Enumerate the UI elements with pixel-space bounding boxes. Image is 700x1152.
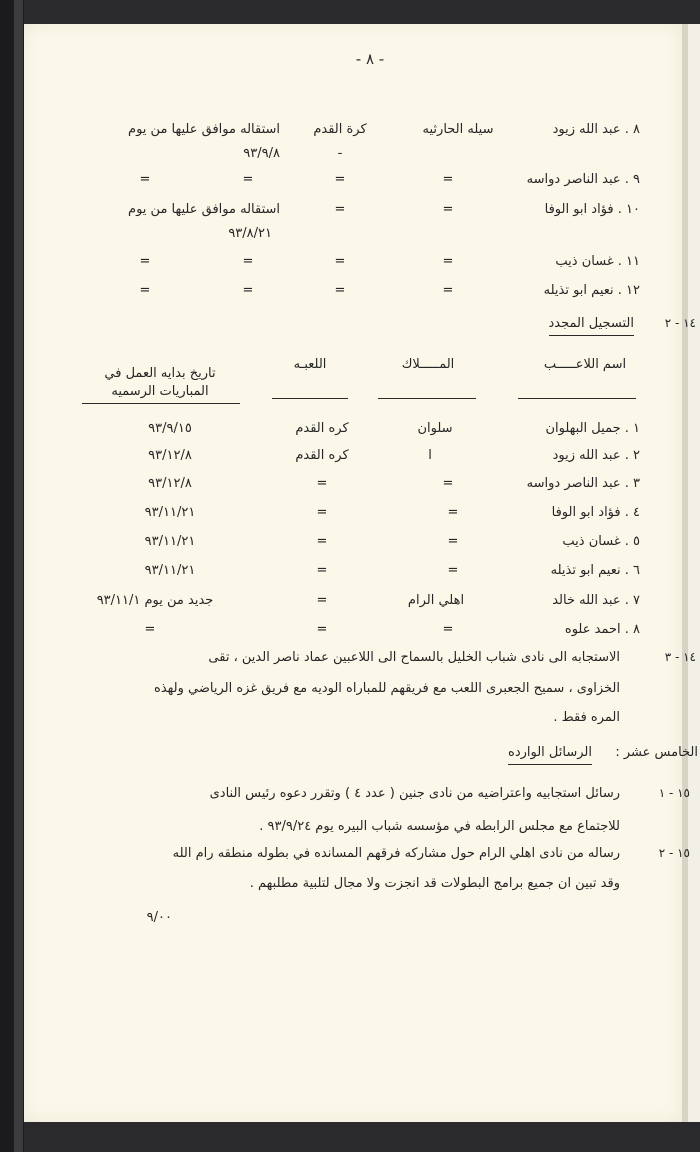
table-row-club: = bbox=[442, 476, 454, 491]
section-label: الخامس عشر : bbox=[615, 745, 698, 760]
list-item-note: استقاله موافق عليها من يوم bbox=[128, 122, 280, 137]
list-item-sport: كرة القدم bbox=[313, 122, 367, 137]
list-item-location: = bbox=[442, 202, 454, 217]
list-item-note-date: ٩٣/٨/٢١ bbox=[228, 226, 272, 241]
paragraph-line: الخزاوى ، سميح الجعبرى اللعب مع فريقهم للمباراه الوديه مع فريق غزه الرياضي ولهذه bbox=[154, 681, 620, 696]
table-row-sport: = bbox=[316, 622, 328, 637]
table-row-date: ٩٣/٩/١٥ bbox=[148, 421, 192, 436]
list-item-name: ٨ . عبد الله زيود bbox=[552, 122, 640, 137]
list-item-extra: = bbox=[139, 283, 151, 298]
table-row-date: = bbox=[144, 622, 156, 637]
header-underline bbox=[378, 398, 476, 399]
table-row-name: ٣ . عبد الناصر دواسه bbox=[526, 476, 640, 491]
table-row-date: ٩٣/١١/٢١ bbox=[144, 505, 196, 520]
header-date-line2: المباريات الرسميه bbox=[111, 384, 209, 399]
table-row-club: = bbox=[442, 622, 454, 637]
list-item-extra: = bbox=[139, 254, 151, 269]
table-row-name: ٨ . احمد علوه bbox=[564, 622, 640, 637]
page-number: - ٨ - bbox=[355, 50, 385, 68]
table-row-date: ٩٣/١١/٢١ bbox=[144, 563, 196, 578]
list-item-location: = bbox=[442, 254, 454, 269]
next-page-edge-highlight bbox=[688, 24, 700, 1122]
table-row-sport: كره القدم bbox=[295, 421, 349, 436]
table-row-sport: = bbox=[316, 476, 328, 491]
table-row-name: ٤ . فؤاد ابو الوفا bbox=[551, 505, 640, 520]
table-row-club: = bbox=[447, 505, 459, 520]
table-row-sport: = bbox=[316, 563, 328, 578]
list-item-name: ٩ . عبد الناصر دواسه bbox=[526, 172, 640, 187]
list-item-location: سيله الحارثيه bbox=[422, 122, 494, 137]
section-number: ١٤ - ٢ bbox=[664, 316, 696, 330]
scan-background bbox=[24, 1122, 700, 1152]
table-row-club: = bbox=[447, 534, 459, 549]
list-item-location: = bbox=[442, 172, 454, 187]
header-club: المـــــلاك bbox=[401, 357, 455, 372]
header-date-line1: تاريخ بدايه العمل في bbox=[104, 366, 216, 381]
list-item-mark: - bbox=[337, 146, 343, 161]
list-item-extra: = bbox=[139, 172, 151, 187]
paragraph-line: رساله من نادى اهلي الرام حول مشاركه فرقهم المسانده في بطوله منطقه رام الله bbox=[172, 846, 620, 861]
paragraph-line: المره فقط . bbox=[553, 710, 620, 725]
list-item-sport: = bbox=[334, 172, 346, 187]
section-number: ١٤ - ٣ bbox=[664, 650, 696, 664]
table-row-sport: = bbox=[316, 534, 328, 549]
table-row-club: = bbox=[447, 563, 459, 578]
header-underline bbox=[82, 403, 240, 404]
header-underline bbox=[518, 398, 636, 399]
list-item-location: = bbox=[442, 283, 454, 298]
table-row-name: ٢ . عبد الله زيود bbox=[552, 448, 640, 463]
paragraph-line: رسائل استجابيه واعتراضيه من نادى جنين ( عدد ٤ ) وتقرر دعوه رئيس النادى bbox=[209, 786, 620, 801]
list-item-sport: = bbox=[334, 202, 346, 217]
paragraph-line: الاستجابه الى نادى شباب الخليل بالسماح الى اللاعبين عماد ناصر الدين ، تقى bbox=[208, 650, 620, 665]
header-underline bbox=[272, 398, 348, 399]
table-row-sport: = bbox=[316, 593, 328, 608]
table-row-sport: كره القدم bbox=[295, 448, 349, 463]
table-row-sport: = bbox=[316, 505, 328, 520]
table-row-name: ٧ . عبد الله خالد bbox=[552, 593, 640, 608]
list-item-note: استقاله موافق عليها من يوم bbox=[128, 202, 280, 217]
table-row-club: اهلي الرام bbox=[407, 593, 465, 608]
list-item-name: ١٠ . فؤاد ابو الوفا bbox=[544, 202, 640, 217]
table-row-club: سلوان bbox=[417, 421, 453, 436]
table-row-date: ٩٣/١١/٢١ bbox=[144, 534, 196, 549]
list-item-note-date: ٩٣/٩/٨ bbox=[243, 146, 280, 161]
table-row-date: جديد من يوم ٩٣/١١/١ bbox=[96, 593, 214, 608]
header-sport: اللعبـه bbox=[293, 357, 327, 372]
table-row-name: ٥ . غسان ذيب bbox=[562, 534, 640, 549]
paragraph-line: وقد تبين ان جميع برامج البطولات قد انجزت ولا مجال لتلبية مطلبهم . bbox=[249, 876, 620, 891]
paragraph-line: للاجتماع مع مجلس الرابطه في مؤسسه شباب البيره يوم ٩٣/٩/٢٤ . bbox=[259, 819, 620, 834]
section-number: ١٥ - ٢ bbox=[658, 846, 690, 860]
list-item-note: = bbox=[242, 254, 254, 269]
section-number: ١٥ - ١ bbox=[658, 786, 690, 800]
section-title: التسجيل المجدد bbox=[549, 316, 634, 336]
binder-spine-edge bbox=[14, 0, 23, 1152]
footer-mark: ٩/٠٠ bbox=[146, 910, 172, 925]
list-item-sport: = bbox=[334, 283, 346, 298]
list-item-note: = bbox=[242, 172, 254, 187]
list-item-name: ١٢ . نعيم ابو تذيله bbox=[543, 283, 640, 298]
table-row-name: ٦ . نعيم ابو تذيله bbox=[550, 563, 640, 578]
table-row-date: ٩٣/١٢/٨ bbox=[148, 476, 192, 491]
list-item-sport: = bbox=[334, 254, 346, 269]
list-item-name: ١١ . غسان ذيب bbox=[555, 254, 640, 269]
header-player-name: اسم اللاعـــــب bbox=[543, 357, 627, 372]
table-row-club: ا bbox=[428, 448, 432, 463]
list-item-note: = bbox=[242, 283, 254, 298]
table-row-date: ٩٣/١٢/٨ bbox=[148, 448, 192, 463]
section-title: الرسائل الوارده bbox=[508, 745, 592, 765]
table-row-name: ١ . جميل البهلوان bbox=[545, 421, 640, 436]
